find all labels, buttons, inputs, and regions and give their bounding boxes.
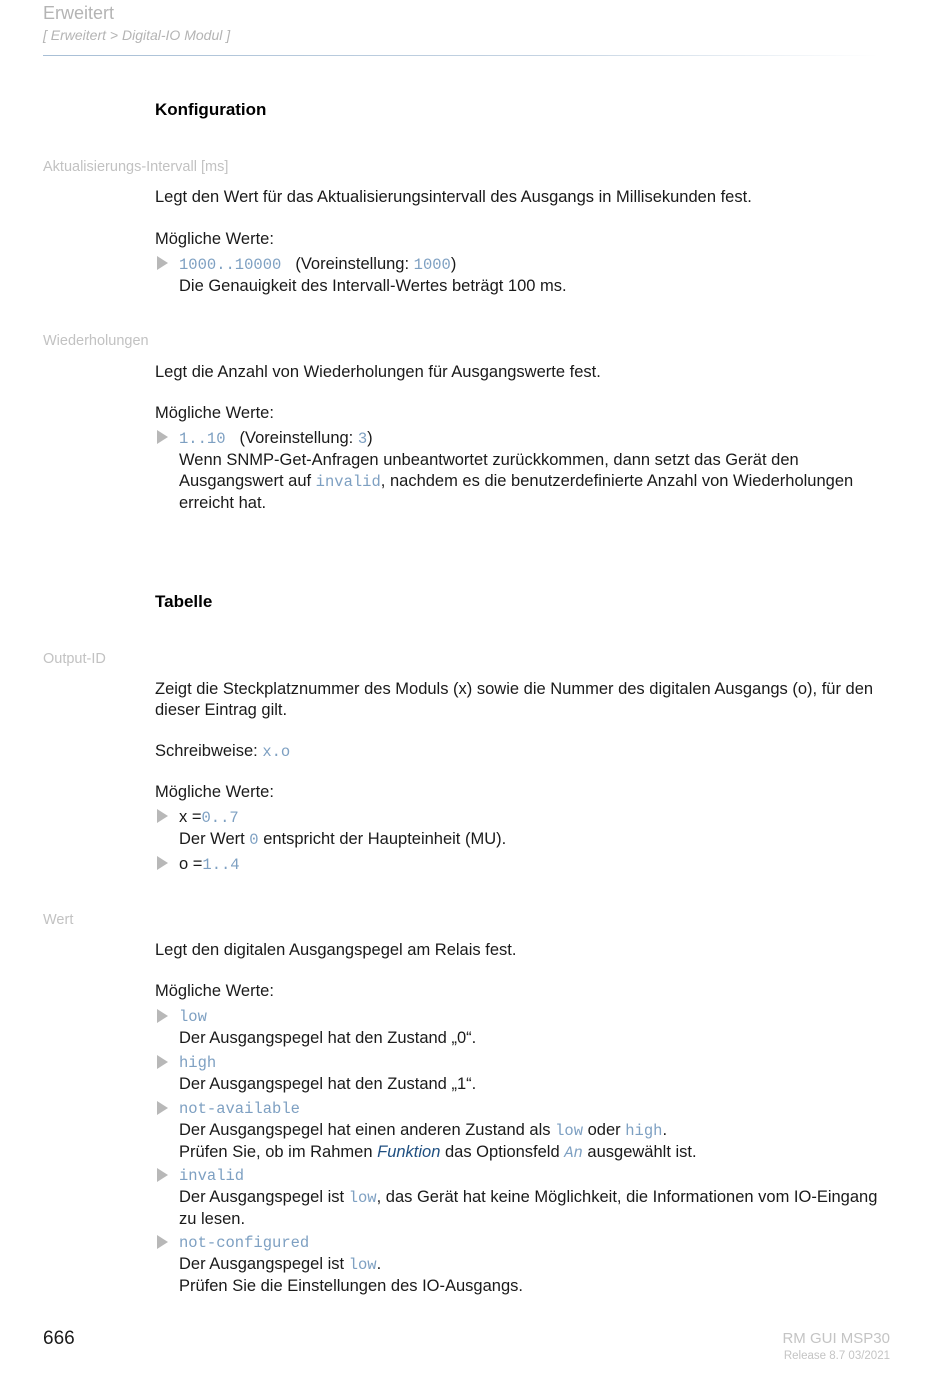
value-invalid-code: invalid xyxy=(179,1167,245,1185)
retries-default-prefix: (Voreinstellung: xyxy=(239,429,358,447)
x-note-suffix: entspricht der Haupteinheit (MU). xyxy=(258,830,507,848)
retries-note-line1: Wenn SNMP-Get-Anfragen unbeantwortet zurückkommen, dann setzt das Gerät den xyxy=(179,451,799,469)
nc-text1-suffix: . xyxy=(376,1255,382,1273)
retries-default-suffix: ) xyxy=(367,429,373,447)
header-title: Erweitert xyxy=(43,3,115,23)
list-item-interval-range xyxy=(155,254,895,297)
bullet-triangle-icon xyxy=(157,1055,168,1069)
x-note-code: 0 xyxy=(249,831,259,849)
funktion-reference: Funktion xyxy=(377,1143,441,1161)
param-label-retries: Wiederholungen xyxy=(43,333,149,349)
footer-product: RM GUI MSP30 xyxy=(782,1330,890,1347)
param-label-value: Wert xyxy=(43,912,74,928)
x-prefix: x = xyxy=(179,808,202,826)
x-range-code: 0..7 xyxy=(201,809,239,827)
bullet-triangle-icon xyxy=(157,1101,168,1115)
list-item-value-low xyxy=(155,1007,895,1049)
bullet-triangle-icon xyxy=(157,1235,168,1249)
nc-text2: Prüfen Sie die Einstellungen des IO-Ausgangs. xyxy=(179,1277,523,1295)
value-nc-code: not-configured xyxy=(179,1234,310,1252)
x-note-prefix: Der Wert xyxy=(179,830,250,848)
nc-text1-prefix: Der Ausgangspegel ist xyxy=(179,1255,349,1273)
section-heading-konfiguration: Konfiguration xyxy=(155,100,267,119)
param-label-interval: Aktualisierungs-Intervall [ms] xyxy=(43,159,229,175)
output-id-description-line1: Zeigt die Steckplatznummer des Moduls (x) sowie die Nummer des digitalen Ausgangs (o), für den xyxy=(155,680,874,698)
na-text1-mid: oder xyxy=(583,1121,626,1139)
footer-release: Release 8.7 03/2021 xyxy=(783,1350,890,1362)
value-description: Legt den digitalen Ausgangspegel am Relais fest. xyxy=(155,941,517,959)
retries-default-code: 3 xyxy=(357,430,368,448)
value-na-code: not-available xyxy=(179,1100,300,1118)
na-text1-prefix: Der Ausgangspegel hat einen anderen Zustand als xyxy=(179,1121,556,1139)
retries-description: Legt die Anzahl von Wiederholungen für Ausgangswerte fest. xyxy=(155,363,601,381)
na-low-code: low xyxy=(555,1122,584,1140)
retries-range-code: 1..10 xyxy=(179,430,226,448)
o-prefix: o = xyxy=(179,855,203,873)
o-range-code: 1..4 xyxy=(202,856,240,874)
output-id-possible-values: Mögliche Werte: xyxy=(155,783,274,801)
retries-possible-values: Mögliche Werte: xyxy=(155,404,274,422)
breadcrumb: [ Erweitert > Digital-IO Modul ] xyxy=(43,27,231,43)
section-heading-tabelle: Tabelle xyxy=(155,592,213,611)
value-low-text: Der Ausgangspegel hat den Zustand „0“. xyxy=(179,1029,477,1047)
invalid-text1-suffix: , das Gerät hat keine Möglichkeit, die Informationen vom IO-Eingang xyxy=(376,1188,878,1206)
list-item-retries-range xyxy=(155,428,895,514)
bullet-triangle-icon xyxy=(157,809,168,823)
retries-note-line2-prefix: Ausgangswert auf xyxy=(179,472,316,490)
interval-range-code: 1000..10000 xyxy=(179,256,282,274)
bullet-triangle-icon xyxy=(157,1168,168,1182)
na-text2-suffix: ausgewählt ist. xyxy=(582,1143,697,1161)
na-text2-prefix: Prüfen Sie, ob im Rahmen xyxy=(179,1143,378,1161)
notation-code: x.o xyxy=(262,743,291,761)
bullet-triangle-icon xyxy=(157,430,168,444)
list-item-output-id-o xyxy=(155,854,895,876)
list-item-output-id-x xyxy=(155,807,895,851)
bullet-triangle-icon xyxy=(157,256,168,270)
retries-note-line2-suffix: , nachdem es die benutzerdefinierte Anzahl von Wiederholungen xyxy=(380,472,854,490)
output-id-notation xyxy=(155,741,290,763)
an-option-code: An xyxy=(564,1144,583,1162)
list-item-value-not-configured xyxy=(155,1233,895,1297)
interval-default-suffix: ) xyxy=(450,255,457,273)
retries-note-line2 xyxy=(179,471,895,493)
interval-description: Legt den Wert für das Aktualisierungsintervall des Ausgangs in Millisekunden fest. xyxy=(155,188,752,206)
na-text1-suffix: . xyxy=(662,1121,668,1139)
retries-invalid-code: invalid xyxy=(315,473,381,491)
nc-low-code: low xyxy=(348,1256,377,1274)
invalid-text2: zu lesen. xyxy=(179,1210,246,1228)
list-item-value-not-available xyxy=(155,1099,895,1164)
bullet-triangle-icon xyxy=(157,1009,168,1023)
value-low-code: low xyxy=(179,1008,207,1026)
na-high-code: high xyxy=(625,1122,663,1140)
param-label-output-id: Output-ID xyxy=(43,651,106,667)
interval-note: Die Genauigkeit des Intervall-Wertes beträgt 100 ms. xyxy=(179,277,567,295)
list-item-value-high xyxy=(155,1053,895,1095)
na-text2-mid: das Optionsfeld xyxy=(440,1143,565,1161)
value-high-text: Der Ausgangspegel hat den Zustand „1“. xyxy=(179,1075,477,1093)
list-item-value-invalid xyxy=(155,1166,895,1230)
interval-default-prefix: (Voreinstellung: xyxy=(295,255,414,273)
bullet-triangle-icon xyxy=(157,856,168,870)
retries-note-line3: erreicht hat. xyxy=(179,494,267,512)
page-number: 666 xyxy=(43,1328,75,1349)
invalid-text1-prefix: Der Ausgangspegel ist xyxy=(179,1188,349,1206)
output-id-description-line2: dieser Eintrag gilt. xyxy=(155,701,288,719)
value-possible-values: Mögliche Werte: xyxy=(155,982,274,1000)
header-divider xyxy=(43,55,878,56)
interval-default-code: 1000 xyxy=(413,256,451,274)
interval-possible-values: Mögliche Werte: xyxy=(155,230,274,248)
notation-prefix: Schreibweise: xyxy=(155,742,263,760)
invalid-low-code: low xyxy=(348,1189,377,1207)
value-high-code: high xyxy=(179,1054,217,1072)
